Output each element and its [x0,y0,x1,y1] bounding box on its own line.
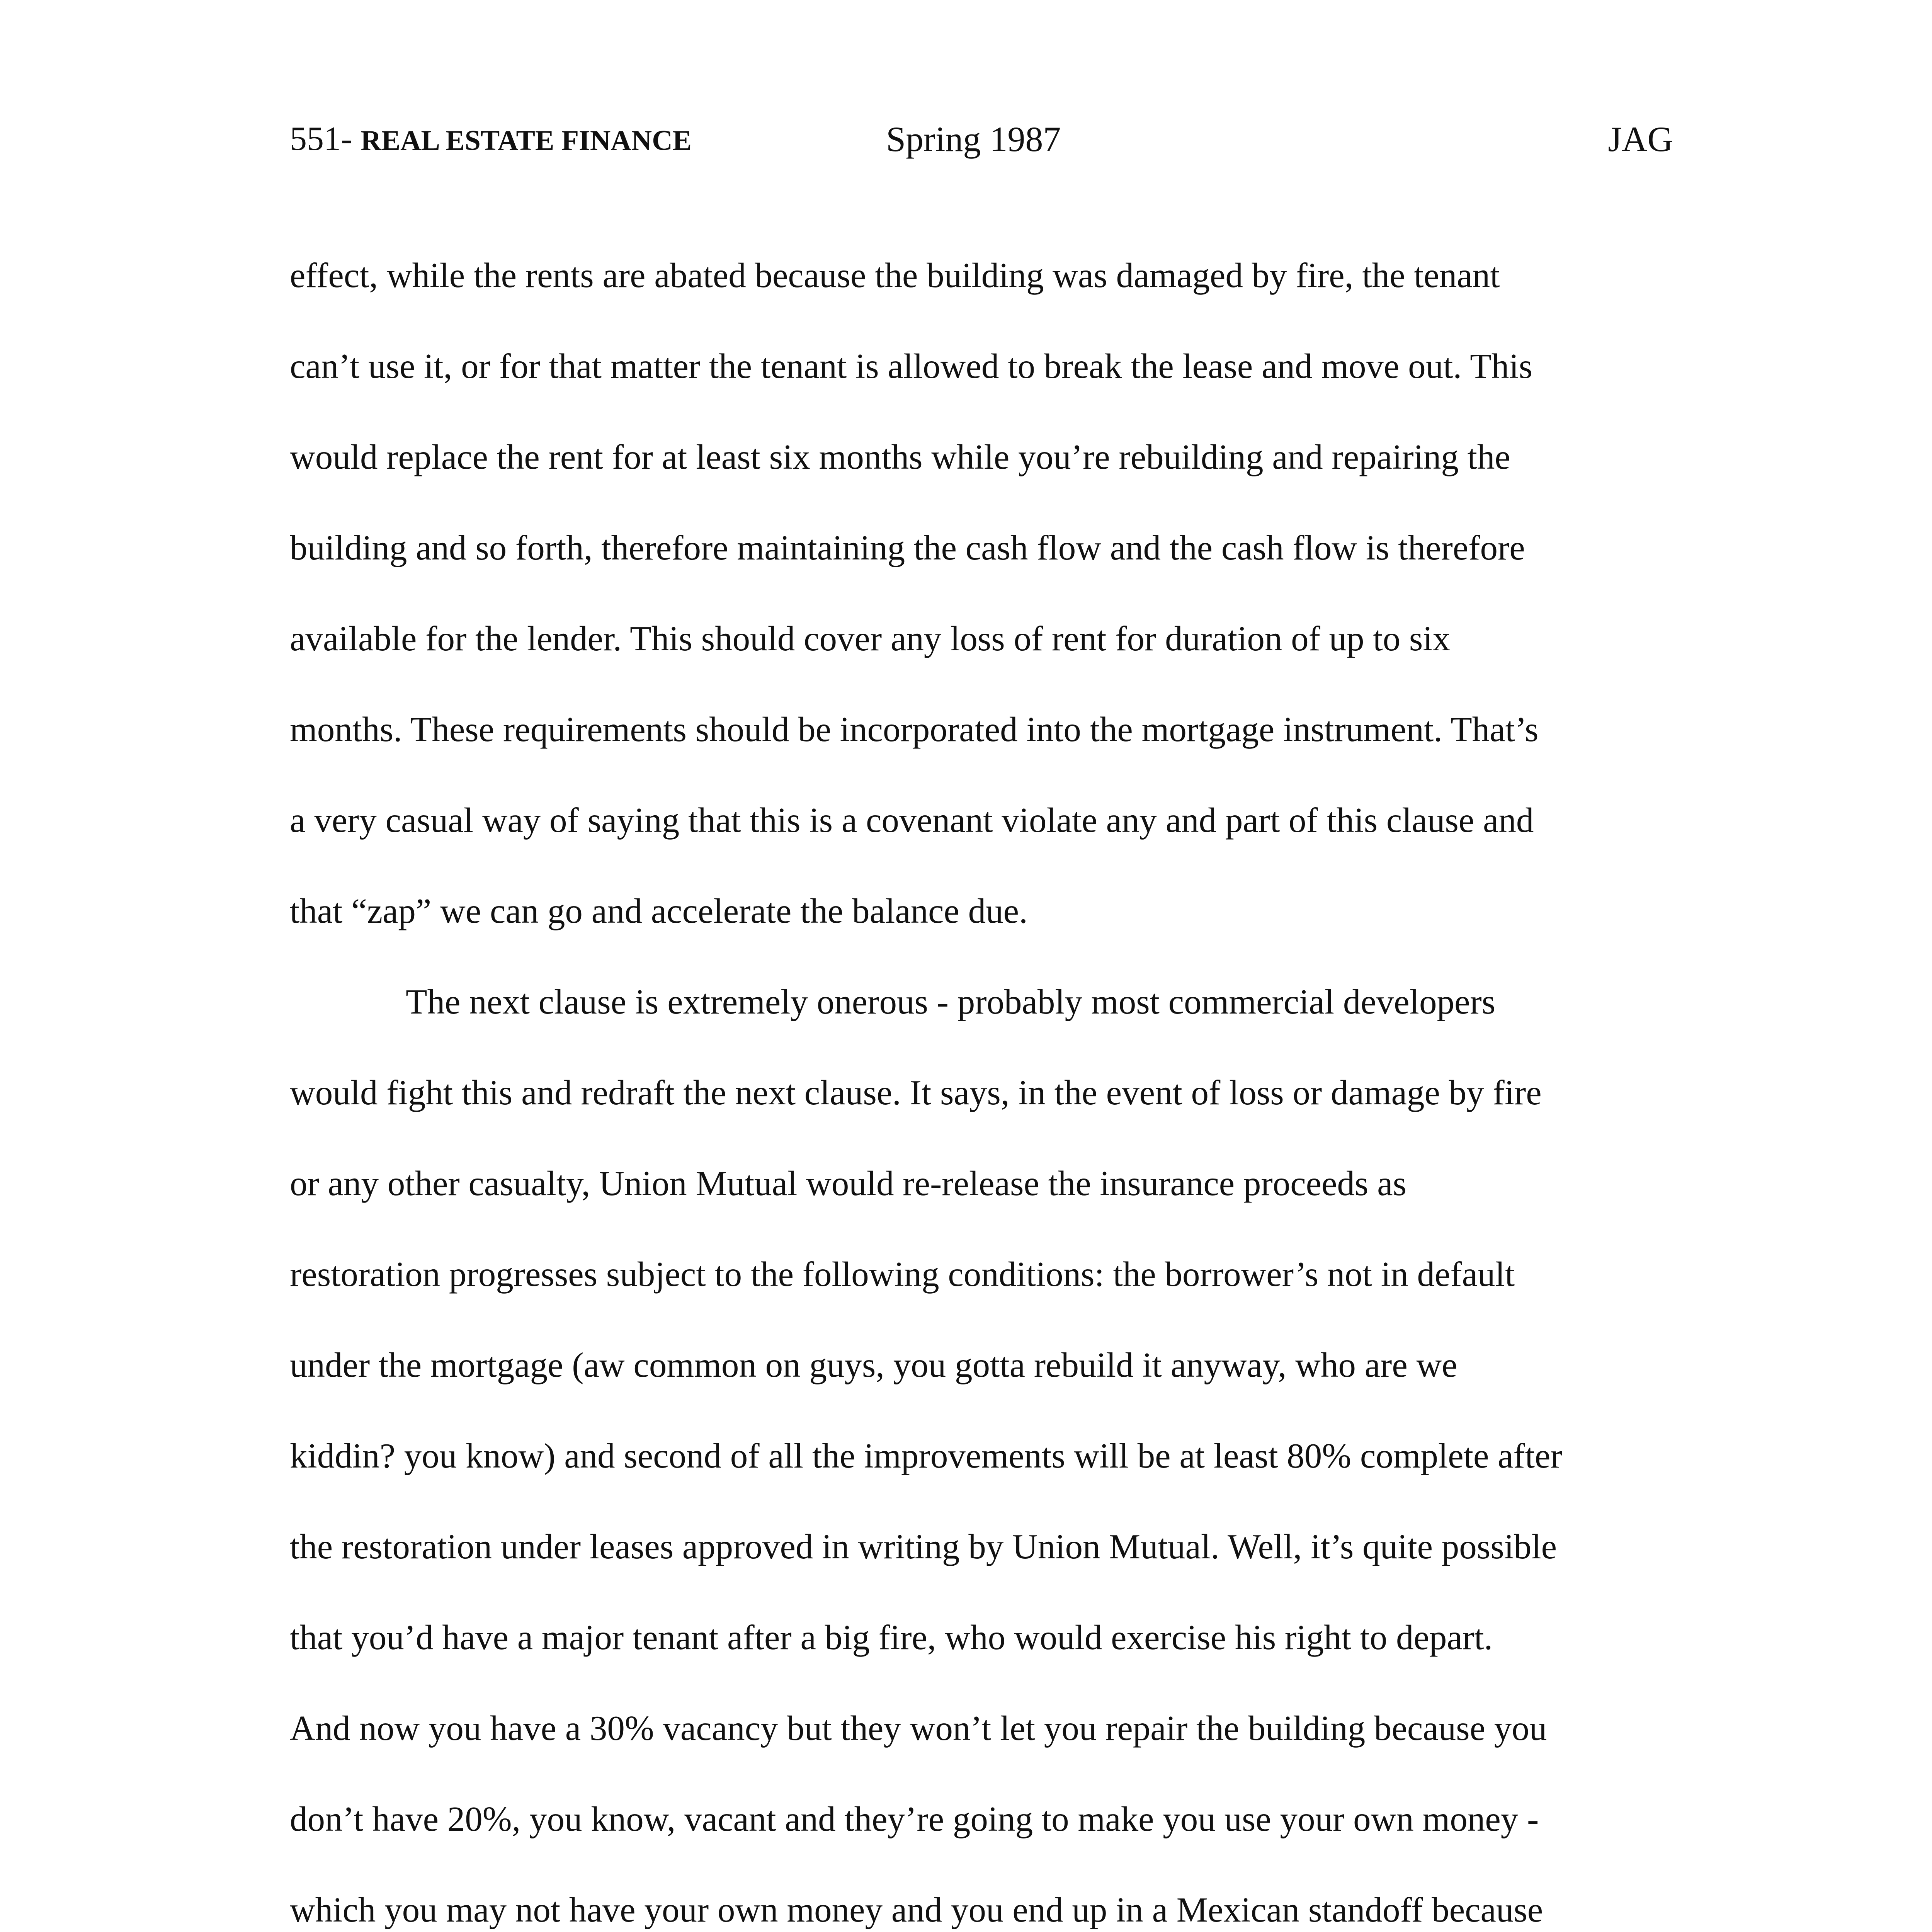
text-line: months. These requirements should be incorporated into the mortgage instrument. That’s [290,710,1539,749]
header-course [290,116,692,164]
header-initials: JAG [1608,119,1673,159]
text-line: can’t use it, or for that matter the tenant is allowed to break the lease and move out. This [290,347,1533,386]
text-line: would fight this and redraft the next clause. It says, in the event of loss or damage by fire [290,1073,1542,1112]
text-line: don’t have 20%, you know, vacant and they’re going to make you use your own money - [290,1799,1539,1838]
header-term: Spring 1987 [886,119,1061,159]
text-line: a very casual way of saying that this is a covenant violate any and part of this clause and [290,801,1534,840]
text-line: And now you have a 30% vacancy but they won’t let you repair the building because you [290,1709,1547,1748]
text-line: would replace the rent for at least six months while you’re rebuilding and repairing the [290,437,1510,476]
text-line: restoration progresses subject to the following conditions: the borrower’s not in default [290,1255,1515,1294]
text-line: under the mortgage (aw common on guys, you gotta rebuild it anyway, who are we [290,1345,1458,1384]
course-name: REAL ESTATE FINANCE [361,125,692,156]
text-line: that you’d have a major tenant after a big fire, who would exercise his right to depart. [290,1618,1493,1657]
text-line: building and so forth, therefore maintaining the cash flow and the cash flow is therefore [290,528,1525,567]
text-line: that “zap” we can go and accelerate the balance due. [290,891,1028,930]
body-text [290,230,1681,1932]
text-line: the restoration under leases approved in writing by Union Mutual. Well, it’s quite possible [290,1527,1557,1566]
text-line: available for the lender. This should cover any loss of rent for duration of up to six [290,619,1451,658]
paragraph-first-line: The next clause is extremely onerous - probably most commercial developers [406,982,1496,1021]
text-line: effect, while the rents are abated because the building was damaged by fire, the tenant [290,256,1500,295]
text-line: which you may not have your own money and you end up in a Mexican standoff because [290,1890,1543,1929]
text-line: kiddin? you know) and second of all the improvements will be at least 80% complete after [290,1436,1562,1475]
page-header [290,116,1673,162]
text-line: or any other casualty, Union Mutual would re-release the insurance proceeds as [290,1164,1406,1203]
course-number: 551- [290,120,352,158]
